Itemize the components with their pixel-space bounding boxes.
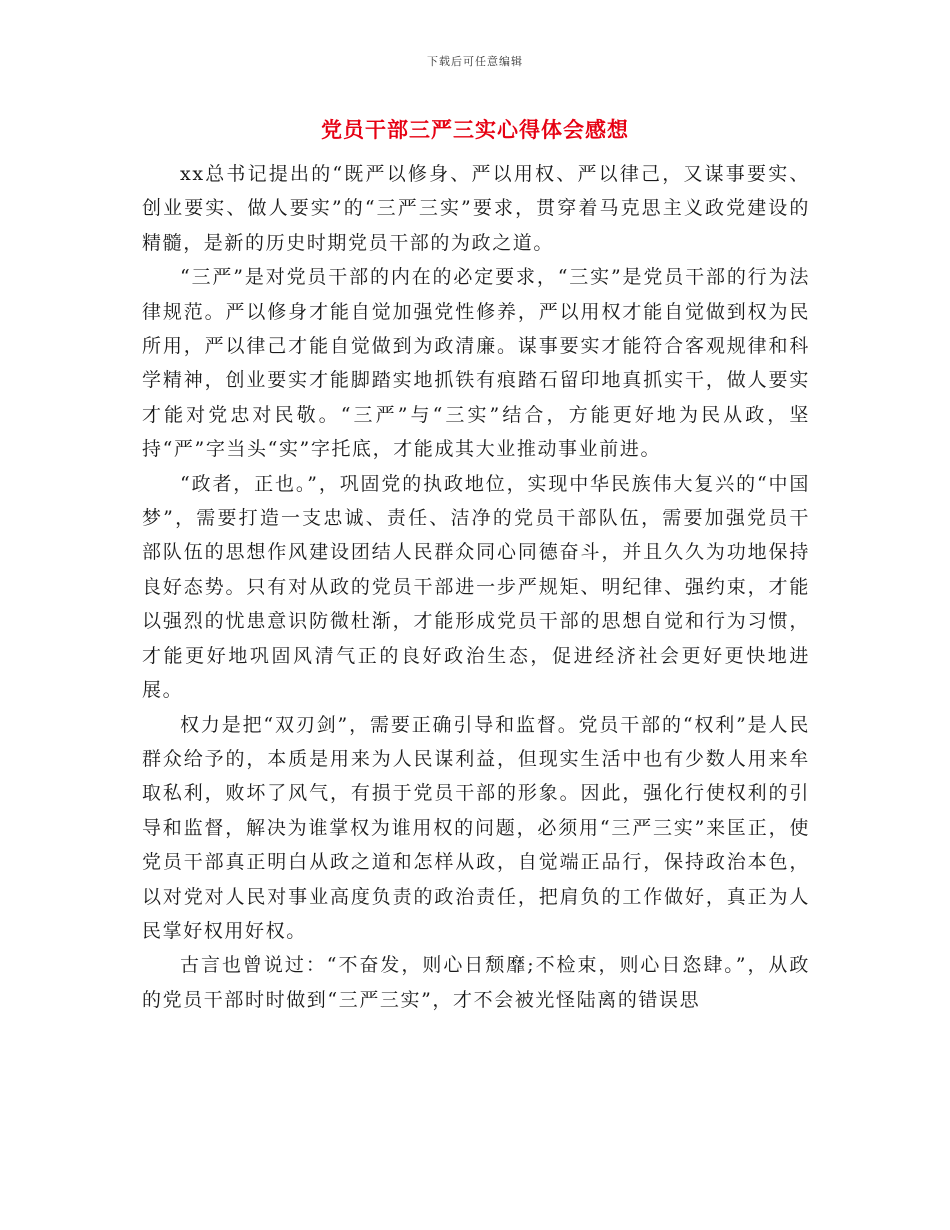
- header-note: 下载后可任意编辑: [427, 55, 523, 68]
- paragraph: “政者，正也。”，巩固党的执政地位，实现中华民族伟大复兴的“中国梦”，需要打造一支忠诚、责任、洁净的党员干部队伍，需要加强党员干部队伍的思想作风建设团结人民群众同心同德奋斗，并且久久为功地保持良好态势。只有对从政的党员干部进一步严规矩、明纪律、强约束，才能以强烈的忧患意识防微杜渐，才能形成党员干部的思想自觉和行为习惯，才能更好地巩固风清气正的良好政治生态，促进经济社会更好更快地进展。: [142, 472, 810, 702]
- paragraph: xx总书记提出的“既严以修身、严以用权、严以律己，又谋事要实、创业要实、做人要实”的“三严三实”要求，贯穿着马克思主义政党建设的精髓，是新的历史时期党员干部的为政之道。: [142, 163, 810, 254]
- paragraph: 古言也曾说过：“不奋发，则心日颓靡;不检束，则心日恣肆。”，从政的党员干部时时做到“三严三实”，才不会被光怪陆离的错误思: [142, 954, 810, 1011]
- document-title: 党员干部三严三实心得体会感想: [321, 117, 629, 142]
- paragraph: “三严”是对党员干部的内在的必定要求，“三实”是党员干部的行为法律规范。严以修身才能自觉加强党性修养，严以用权才能自觉做到权为民所用，严以律己才能自觉做到为政清廉。谋事要实才能符合客观规律和科学精神，创业要实才能脚踏实地抓铁有痕踏石留印地真抓实干，做人要实才能对党忠对民敬。“三严”与“三实”结合，方能更好地为民从政，坚持“严”字当头“实”字托底，才能成其大业推动事业前进。: [142, 266, 810, 461]
- paragraph: 权力是把“双刃剑”，需要正确引导和监督。党员干部的“权利”是人民群众给予的，本质是用来为人民谋利益，但现实生活中也有少数人用来牟取私利，败坏了风气，有损于党员干部的形象。因此，强化行使权利的引导和监督，解决为谁掌权为谁用权的问题，必须用“三严三实”来匡正，使党员干部真正明白从政之道和怎样从政，自觉端正品行，保持政治本色，以对党对人民对事业高度负责的政治责任，把肩负的工作做好，真正为人民掌好权用好权。: [142, 713, 810, 942]
- document-body: [142, 157, 810, 1017]
